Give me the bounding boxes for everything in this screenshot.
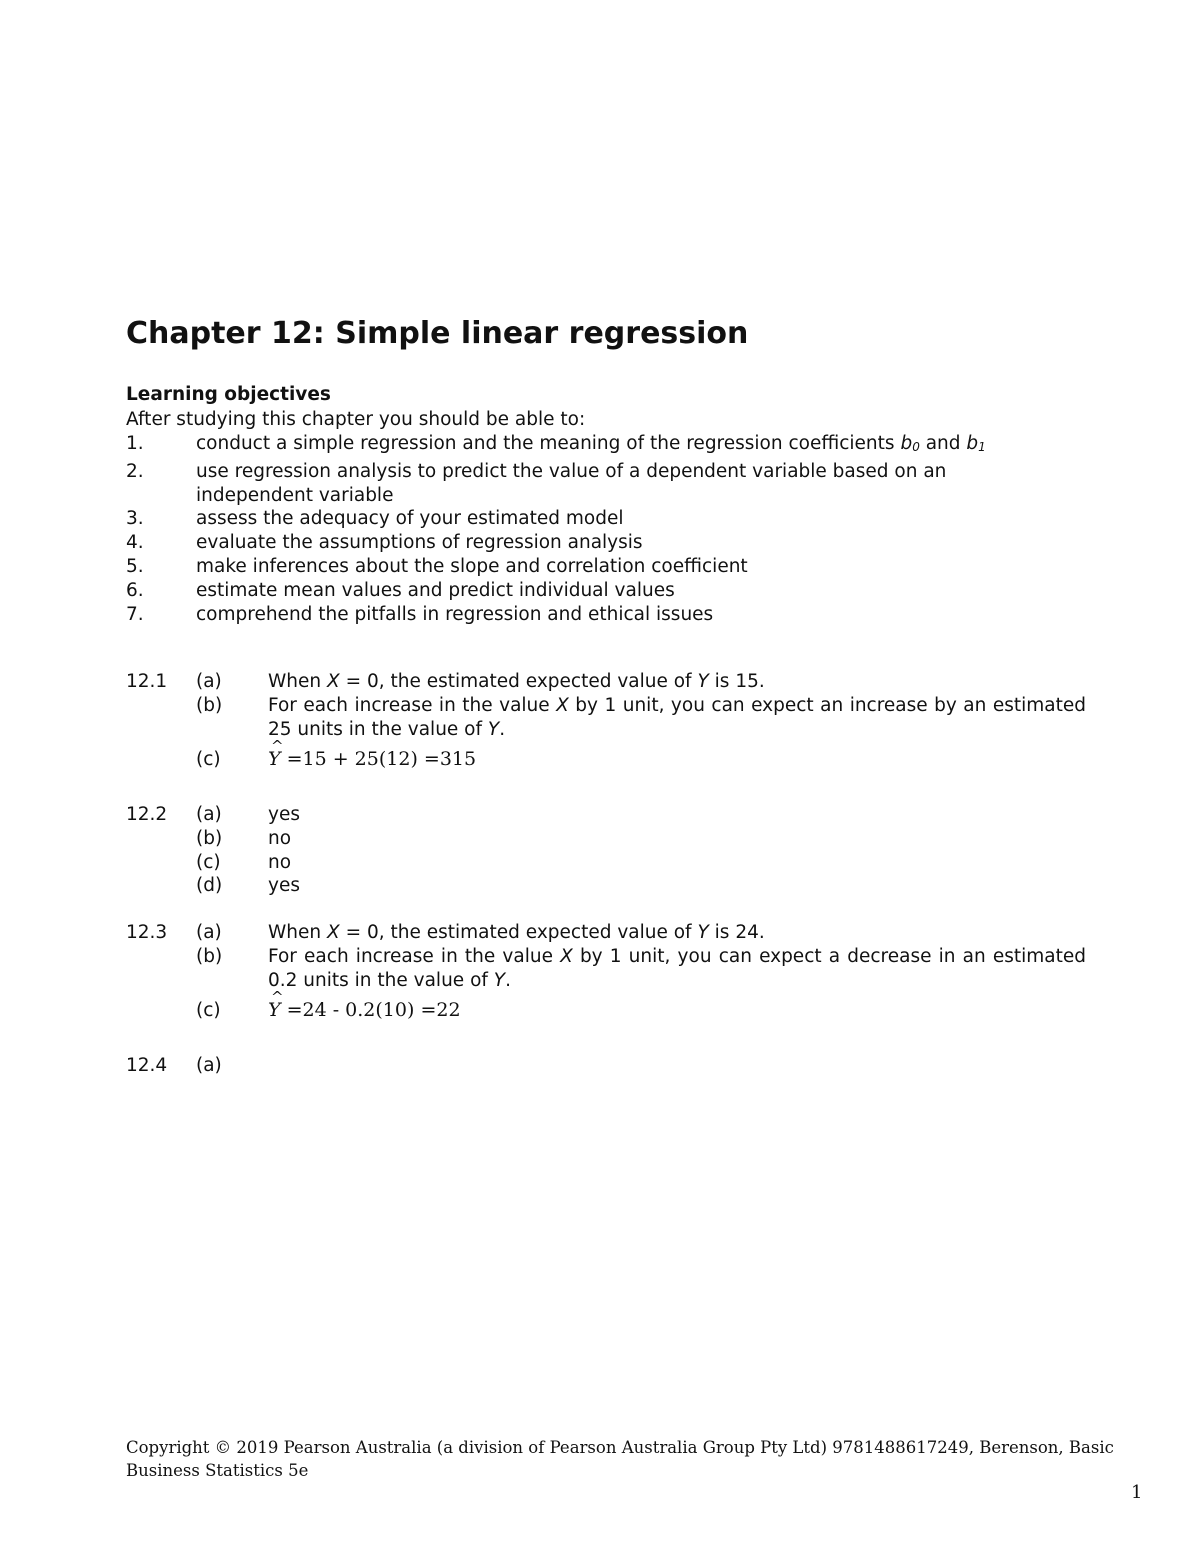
list-item-number: 5. bbox=[126, 555, 144, 577]
chapter-title: Chapter 12: Simple linear regression bbox=[126, 316, 749, 351]
exercise-part bbox=[126, 1054, 1086, 1078]
answer-text-part: . bbox=[499, 718, 506, 740]
part-label: (b) bbox=[196, 827, 223, 849]
variable-x: X bbox=[556, 694, 569, 716]
part-label: (d) bbox=[196, 875, 223, 897]
part-label: (a) bbox=[196, 671, 222, 692]
coefficient-b0 bbox=[900, 433, 919, 454]
answer-text-part: = 0, the estimated expected value of bbox=[339, 671, 698, 692]
part-label: (a) bbox=[196, 804, 222, 825]
variable-x: X bbox=[327, 922, 340, 943]
answer-text bbox=[268, 670, 1086, 694]
list-item-text-part: and bbox=[919, 433, 967, 454]
answer-text-part: = 0, the estimated expected value of bbox=[339, 922, 698, 943]
answer-text bbox=[268, 945, 1086, 993]
exercise-number: 12.3 bbox=[126, 922, 168, 943]
list-item bbox=[126, 555, 1066, 579]
exercise-part bbox=[126, 694, 1086, 742]
list-item-text: make inferences about the slope and correlation coefficient bbox=[196, 555, 748, 577]
exercise-12-4 bbox=[126, 1054, 1086, 1078]
answer-text: yes bbox=[268, 875, 300, 897]
coefficient-symbol: b bbox=[900, 433, 913, 454]
coefficient-symbol: b bbox=[966, 433, 979, 454]
exercise-part bbox=[126, 803, 1086, 827]
list-item-text-part: conduct a simple regression and the meaning of the regression coefficients bbox=[196, 433, 901, 454]
variable-x: X bbox=[560, 945, 573, 967]
exercise-part bbox=[126, 921, 1086, 945]
variable-y: Y bbox=[697, 671, 709, 692]
learning-objectives-intro: After studying this chapter you should be able to: bbox=[126, 409, 586, 430]
part-label: (a) bbox=[196, 1055, 222, 1076]
coefficient-subscript: 0 bbox=[912, 440, 920, 454]
answer-text bbox=[268, 694, 1086, 742]
list-item-number: 6. bbox=[126, 579, 144, 601]
list-item bbox=[126, 579, 1066, 603]
answer-text-part: is 24. bbox=[708, 922, 765, 943]
list-item-text: comprehend the pitfalls in regression and ethical issues bbox=[196, 603, 714, 625]
exercise-part bbox=[126, 945, 1086, 993]
list-item-number: 7. bbox=[126, 603, 144, 625]
answer-text: no bbox=[268, 851, 292, 873]
exercise-part bbox=[126, 999, 1086, 1023]
answer-text: yes bbox=[268, 804, 300, 825]
answer-text: no bbox=[268, 827, 292, 849]
part-label: (c) bbox=[196, 851, 221, 873]
regression-formula bbox=[268, 999, 1086, 1023]
learning-objectives-list bbox=[126, 432, 1066, 626]
answer-text-part: When bbox=[268, 671, 328, 692]
answer-text-part: When bbox=[268, 922, 328, 943]
answer-text-part: For each increase in the value bbox=[268, 945, 561, 967]
page-number: 1 bbox=[1131, 1482, 1143, 1503]
part-label: (b) bbox=[196, 945, 223, 967]
part-label: (b) bbox=[196, 694, 223, 716]
answer-text-part: is 15. bbox=[708, 671, 765, 692]
list-item-number: 3. bbox=[126, 508, 144, 530]
exercise-part bbox=[126, 748, 1086, 772]
variable-y: Y bbox=[697, 922, 709, 943]
list-item-text: assess the adequacy of your estimated model bbox=[196, 508, 624, 530]
list-item bbox=[126, 432, 1066, 460]
answer-text-part: by 1 unit, you can expect a decrease in an estimated 0.2 units in the value of bbox=[268, 945, 1086, 991]
answer-text bbox=[268, 921, 1086, 945]
list-item-number: 2. bbox=[126, 460, 144, 482]
variable-x: X bbox=[327, 671, 340, 692]
formula-text: =24 - 0.2(10) =22 bbox=[280, 999, 461, 1022]
list-item-text: estimate mean values and predict individual values bbox=[196, 579, 675, 601]
exercise-12-2 bbox=[126, 803, 1086, 898]
exercise-part bbox=[126, 670, 1086, 694]
part-label: (c) bbox=[196, 749, 221, 771]
answer-text-part: by 1 unit, you can expect an increase by an estimated 25 units in the value of bbox=[268, 694, 1087, 740]
exercise-part bbox=[126, 874, 1086, 898]
answer-text-part: For each increase in the value bbox=[268, 694, 557, 716]
list-item-text: use regression analysis to predict the value of a dependent variable based on an independent variable bbox=[196, 460, 947, 506]
list-item-number: 1. bbox=[126, 433, 144, 454]
coefficient-subscript: 1 bbox=[978, 440, 986, 454]
exercise-part bbox=[126, 827, 1086, 851]
y-hat-symbol: Y ^ bbox=[268, 748, 281, 772]
list-item-number: 4. bbox=[126, 532, 144, 554]
part-label: (a) bbox=[196, 922, 222, 943]
exercise-number: 12.4 bbox=[126, 1055, 168, 1076]
variable-y: Y bbox=[493, 969, 506, 991]
list-item bbox=[126, 531, 1066, 555]
formula-text: =15 + 25(12) =315 bbox=[280, 748, 477, 771]
exercise-number: 12.2 bbox=[126, 804, 168, 825]
exercise-12-1 bbox=[126, 670, 1086, 772]
variable-y: Y bbox=[487, 718, 500, 740]
exercise-part bbox=[126, 851, 1086, 875]
list-item bbox=[126, 603, 1066, 627]
exercise-12-3 bbox=[126, 921, 1086, 1023]
part-label: (c) bbox=[196, 1000, 221, 1022]
coefficient-b1 bbox=[966, 433, 985, 454]
list-item-text: evaluate the assumptions of regression analysis bbox=[196, 532, 643, 554]
copyright-footer: Copyright © 2019 Pearson Australia (a division of Pearson Australia Group Pty Ltd) 9781488617249, Berenson, Basic Business Statistics 5e bbox=[126, 1438, 1114, 1480]
answer-text-part: . bbox=[505, 969, 511, 991]
list-item-text bbox=[196, 432, 1066, 460]
learning-objectives-heading: Learning objectives bbox=[126, 384, 331, 405]
regression-formula bbox=[268, 748, 1086, 772]
list-item bbox=[126, 460, 1066, 508]
exercise-number: 12.1 bbox=[126, 671, 168, 692]
y-hat-symbol: Y ^ bbox=[268, 999, 281, 1023]
list-item bbox=[126, 507, 1066, 531]
